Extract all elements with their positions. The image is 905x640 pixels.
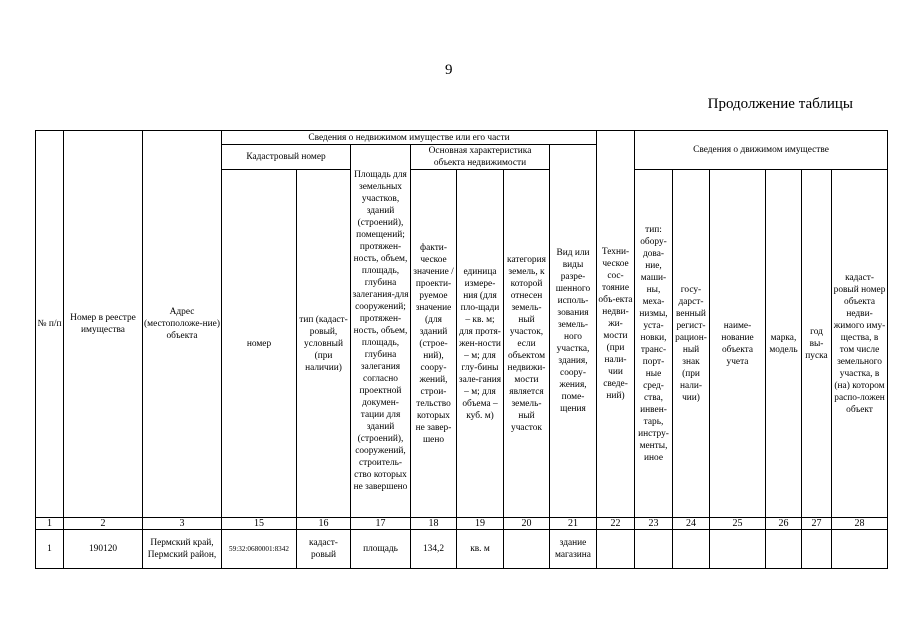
cell-unit: кв. м: [457, 530, 504, 569]
header-col-18: факти-ческое значение / проекти-руемое значение (для зданий (строе-ний), соору-жений, строи-тельство которых не завер-шено: [411, 170, 457, 518]
header-col-2: Номер в реестре имущества: [64, 131, 143, 518]
header-col-16: тип (кадаст-ровый, условный (при наличии): [297, 170, 351, 518]
cell-condition: [597, 530, 635, 569]
header-col-19: единица измере-ния (для пло-щади – кв. м; для протя-жен-ности – м; для глу-бины зале-гания – м; для объема – куб. м): [457, 170, 504, 518]
column-number: 23: [635, 518, 673, 530]
header-col-1: № п/п: [36, 131, 64, 518]
header-col-17: Площадь для земельных участков, зданий (строений), помещений; протяжен-ность, объем, площадь, глубина залегания-для сооружений; протяжен-ность, объем, площадь, глубина залегания согласно проектной докумен-тации для зданий (строений), сооружений, строитель-ство которых не завершено: [351, 145, 411, 518]
page-number: 9: [445, 62, 453, 78]
header-col-22: Техни-ческое сос-тояние объ-екта недви-жи-мости (при нали-чии сведе-ний): [597, 131, 635, 518]
header-cadastral-group: Кадастровый номер: [222, 145, 351, 170]
column-number: 24: [673, 518, 710, 530]
column-number: 15: [222, 518, 297, 530]
header-col-23: тип: обору-дова-ние, маши-ны, меха-низмы, уста-новки, транс-порт-ные сред-ства, инвен-тарь, инстру-менты, иное: [635, 170, 673, 518]
cell-cadastral-location: [832, 530, 888, 569]
column-number: 26: [766, 518, 802, 530]
header-col-15: номер: [222, 170, 297, 518]
header-movable-group: Сведения о движимом имуществе: [635, 131, 888, 170]
cell-brand-model: [766, 530, 802, 569]
table-row: [36, 530, 888, 569]
column-number: 2: [64, 518, 143, 530]
cell-num: 1: [36, 530, 64, 569]
cell-permitted-use: здание магазина: [550, 530, 597, 569]
header-col-20: категория земель, к которой отнесен земель-ный участок, если объектом недвижи-мости является земель-ный участок: [504, 170, 550, 518]
header-col-25: наиме-нование объекта учета: [710, 170, 766, 518]
header-col-28: кадаст-ровый номер объекта недви-жимого иму-щества, в том числе земельного участка, в (на) котором распо-ложен объект: [832, 170, 888, 518]
column-number: 1: [36, 518, 64, 530]
header-row-1: [36, 131, 888, 145]
cell-year: [802, 530, 832, 569]
cell-address: Пермский край, Пермский район,: [143, 530, 222, 569]
cell-cadastral-number: 59:32:0680001:8342: [222, 530, 297, 569]
header-col-27: год вы-пуска: [802, 170, 832, 518]
cell-area-type: площадь: [351, 530, 411, 569]
cell-land-category: [504, 530, 550, 569]
column-number: 21: [550, 518, 597, 530]
column-number: 3: [143, 518, 222, 530]
column-number: 20: [504, 518, 550, 530]
header-col-3: Адрес (местоположе-ние) объекта: [143, 131, 222, 518]
column-number: 18: [411, 518, 457, 530]
header-col-21: Вид или виды разре-шенного исполь-зования земель-ного участка, здания, соору-жения, поме-щения: [550, 145, 597, 518]
column-number: 19: [457, 518, 504, 530]
column-number: 16: [297, 518, 351, 530]
column-number: 28: [832, 518, 888, 530]
column-number: 17: [351, 518, 411, 530]
cell-value: 134,2: [411, 530, 457, 569]
header-col-26: марка, модель: [766, 170, 802, 518]
cell-registry-number: 190120: [64, 530, 143, 569]
column-number: 22: [597, 518, 635, 530]
column-number: 25: [710, 518, 766, 530]
column-numbers-row: [36, 518, 888, 530]
cell-movable-type: [635, 530, 673, 569]
header-col-24: госу-дарст-венный регист-рацион-ный знак (при нали-чии): [673, 170, 710, 518]
cell-cadastral-type: кадаст-ровый: [297, 530, 351, 569]
register-table: [35, 130, 888, 569]
column-number: 27: [802, 518, 832, 530]
cell-object-name: [710, 530, 766, 569]
continuation-caption: Продолжение таблицы: [707, 96, 853, 112]
header-main-char-group: Основная характеристика объекта недвижимости: [411, 145, 550, 170]
cell-registration-sign: [673, 530, 710, 569]
header-real-estate-group: Сведения о недвижимом имуществе или его части: [222, 131, 597, 145]
